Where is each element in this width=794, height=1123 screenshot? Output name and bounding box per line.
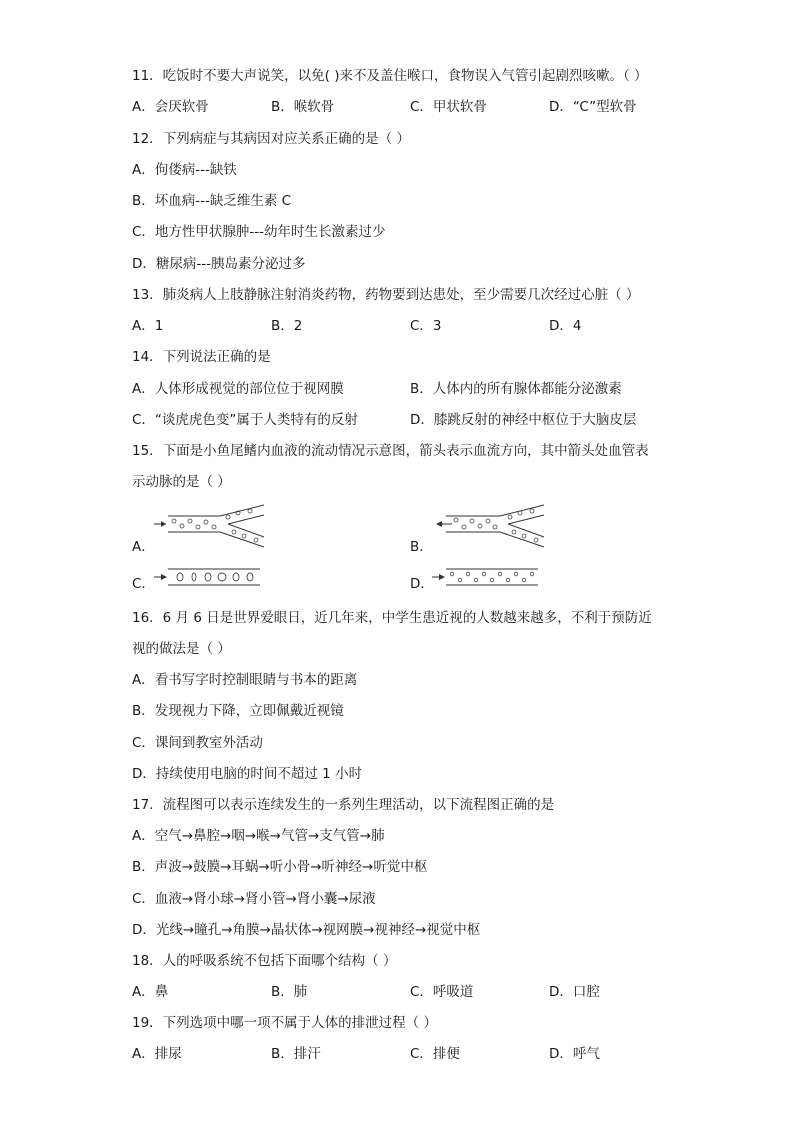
question-16-option-b: B．发现视力下降，立即佩戴近视镜: [132, 703, 344, 719]
question-18-option-c: C．呼吸道: [410, 984, 474, 1000]
question-14-option-d: D．膝跳反射的神经中枢位于大脑皮层: [410, 412, 637, 428]
question-15-option-b: B．: [410, 539, 433, 555]
question-15-stem-line-2: 示动脉的是（ ）: [132, 474, 231, 490]
question-12-option-a: A．佝偻病---缺铁: [132, 162, 237, 178]
question-13-option-a: A．1: [132, 318, 164, 334]
question-11-option-c: C．甲状软骨: [410, 99, 487, 115]
question-16-stem-line-1: 16．6 月 6 日是世界爱眼日，近几年来，中学生患近视的人数越来越多，不利于预防近: [132, 610, 652, 626]
question-11-stem: 11．吃饭时不要大声说笑，以免( )来不及盖住喉口，食物误入气管引起剧烈咳嗽。（ ）: [132, 68, 648, 84]
question-18-option-d: D．口腔: [549, 984, 600, 1000]
question-11-option-b: B．喉软骨: [271, 99, 335, 115]
question-17-option-a: A．空气→鼻腔→咽→喉→气管→支气管→肺: [132, 828, 385, 844]
question-16-option-d: D．持续使用电脑的时间不超过 1 小时: [132, 766, 363, 782]
question-17-option-c: C．血液→肾小球→肾小管→肾小囊→尿液: [132, 891, 376, 907]
question-19-option-b: B．排汗: [271, 1046, 321, 1062]
question-14-option-a: A．人体形成视觉的部位位于视网膜: [132, 381, 344, 397]
question-14-option-c: C．“谈虎虎色变”属于人类特有的反射: [132, 412, 358, 428]
question-14-option-b: B．人体内的所有腺体都能分泌激素: [410, 381, 622, 397]
vessel-diagram-d: [430, 566, 542, 588]
question-19-option-d: D．呼气: [549, 1046, 600, 1062]
vessel-diagram-c: [152, 566, 264, 588]
question-15-stem-line-1: 15．下面是小鱼尾鳍内血液的流动情况示意图，箭头表示血流方向，其中箭头处血管表: [132, 443, 649, 459]
question-11-option-a: A．会厌软骨: [132, 99, 209, 115]
vessel-diagram-a: [152, 500, 272, 552]
question-19-option-a: A．排尿: [132, 1046, 182, 1062]
question-14-stem: 14．下列说法正确的是: [132, 349, 271, 365]
question-16-option-a: A．看书写字时控制眼睛与书本的距离: [132, 672, 358, 688]
question-13-option-b: B．2: [271, 318, 303, 334]
question-12-option-c: C．地方性甲状腺肿---幼年时生长激素过少: [132, 224, 386, 240]
question-12-option-b: B．坏血病---缺乏维生素 C: [132, 193, 292, 209]
question-18-option-b: B．肺: [271, 984, 308, 1000]
question-11-option-d: D．“C”型软骨: [549, 99, 637, 115]
question-12-option-d: D．糖尿病---胰岛素分泌过多: [132, 256, 306, 272]
question-15-option-d: D．: [410, 576, 434, 592]
question-16-stem-line-2: 视的做法是（ ）: [132, 641, 231, 657]
question-15-option-a: A．: [132, 539, 155, 555]
question-12-stem: 12．下列病症与其病因对应关系正确的是（ ）: [132, 131, 410, 147]
question-13-option-d: D．4: [549, 318, 582, 334]
question-18-option-a: A．鼻: [132, 984, 169, 1000]
vessel-diagram-b: [432, 500, 552, 552]
question-13-option-c: C．3: [410, 318, 442, 334]
question-18-stem: 18．人的呼吸系统不包括下面哪个结构（ ）: [132, 953, 397, 969]
question-19-stem: 19．下列选项中哪一项不属于人体的排泄过程（ ）: [132, 1015, 437, 1031]
question-17-option-d: D．光线→瞳孔→角膜→晶状体→视网膜→视神经→视觉中枢: [132, 922, 481, 938]
question-17-stem: 17．流程图可以表示连续发生的一系列生理活动，以下流程图正确的是: [132, 797, 555, 813]
question-17-option-b: B．声波→鼓膜→耳蜗→听小骨→听神经→听觉中枢: [132, 859, 428, 875]
question-16-option-c: C．课间到教室外活动: [132, 735, 263, 751]
question-19-option-c: C．排便: [410, 1046, 460, 1062]
question-15-option-c: C．: [132, 576, 155, 592]
question-13-stem: 13．肺炎病人上肢静脉注射消炎药物，药物要到达患处，至少需要几次经过心脏（ ）: [132, 287, 640, 303]
